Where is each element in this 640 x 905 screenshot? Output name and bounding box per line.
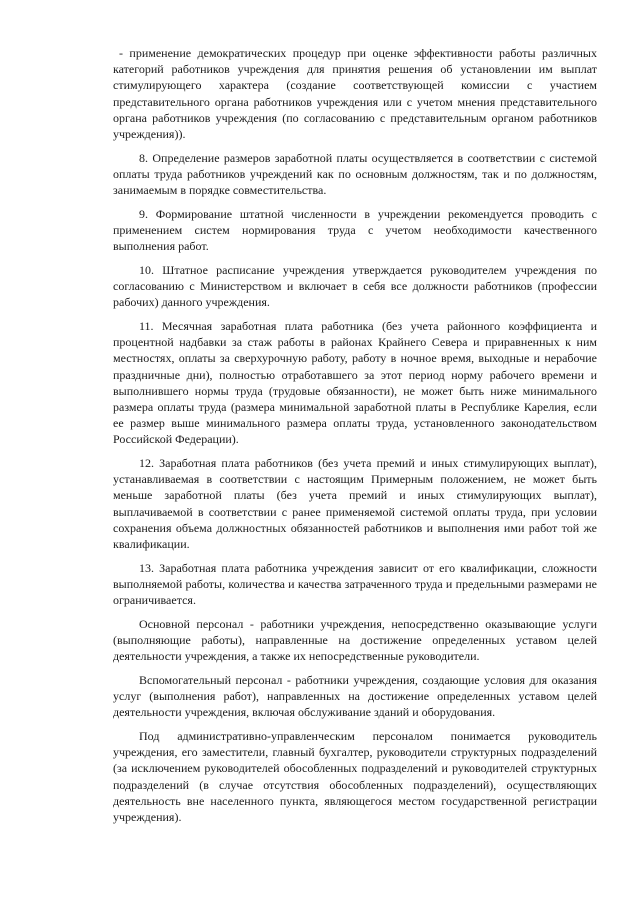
paragraph-support-staff: Вспомогательный персонал - работники учреждения, создающие условия для оказания услуг (выполнения работ), направленных на достижение определенных уставом целей деятельности учреждения, включая обслуживание зданий и оборудования.	[113, 673, 597, 720]
paragraph-item-12: 12. Заработная плата работников (без учета премий и иных стимулирующих выплат), устанавливаемая в соответствии с настоящим Примерным положением, не может быть меньше заработной платы (без учета премий и иных стимулирующих выплат), выплачиваемой в соответствии с ранее применяемой системой оплаты труда, при условии сохранения объема должностных обязанностей работников и выполнения ими работ той же квалификации.	[113, 456, 597, 552]
paragraph-item-13: 13. Заработная плата работника учреждения зависит от его квалификации, сложности выполняемой работы, количества и качества затраченного труда и предельными размерами не ограничивается.	[113, 561, 597, 608]
paragraph-main-staff: Основной персонал - работники учреждения, непосредственно оказывающие услуги (выполняющие работы), направленные на достижение определенных уставом целей деятельности учреждения, а также их непосредственные руководители.	[113, 617, 597, 664]
paragraph-democratic-procedures: - применение демократических процедур при оценке эффективности работы различных категорий работников учреждения для принятия решения об установлении им выплат стимулирующего характера (создание соответствующей комиссии с участием представительного органа работников учреждения или с учетом мнения представительного органа работников учреждения (по согласованию с представительным органом работников учреждения)).	[113, 46, 597, 142]
paragraph-administrative-staff: Под административно-управленческим персоналом понимается руководитель учреждения, его заместители, главный бухгалтер, руководители структурных подразделений (за исключением руководителей обособленных подразделений и руководителей структурных подразделений (в случае отсутствия обособленных подразделений), осуществляющих деятельность вне населенного пункта, являющегося местом государственной регистрации учреждения).	[113, 729, 597, 825]
paragraph-item-10: 10. Штатное расписание учреждения утверждается руководителем учреждения по согласованию с Министерством и включает в себя все должности работников (профессии рабочих) данного учреждения.	[113, 263, 597, 310]
paragraph-item-9: 9. Формирование штатной численности в учреждении рекомендуется проводить с применением систем нормирования труда с учетом необходимости качественного выполнения работ.	[113, 207, 597, 254]
paragraph-item-8: 8. Определение размеров заработной платы осуществляется в соответствии с системой оплаты труда работников учреждений как по основным должностям, так и по должностям, занимаемым в порядке совместительства.	[113, 151, 597, 198]
paragraph-item-11: 11. Месячная заработная плата работника (без учета районного коэффициента и процентной надбавки за стаж работы в районах Крайнего Севера и приравненных к ним местностях, оплаты за сверхурочную работу, работу в ночное время, выходные и нерабочие праздничные дни), полностью отработавшего за этот период норму рабочего времени и выполнившего нормы труда (трудовые обязанности), не может быть ниже минимального размера оплаты труда (размера минимальной заработной платы в Республике Карелия, если ее размер выше минимального размера оплаты труда, установленного законодательством Российской Федерации).	[113, 319, 597, 447]
